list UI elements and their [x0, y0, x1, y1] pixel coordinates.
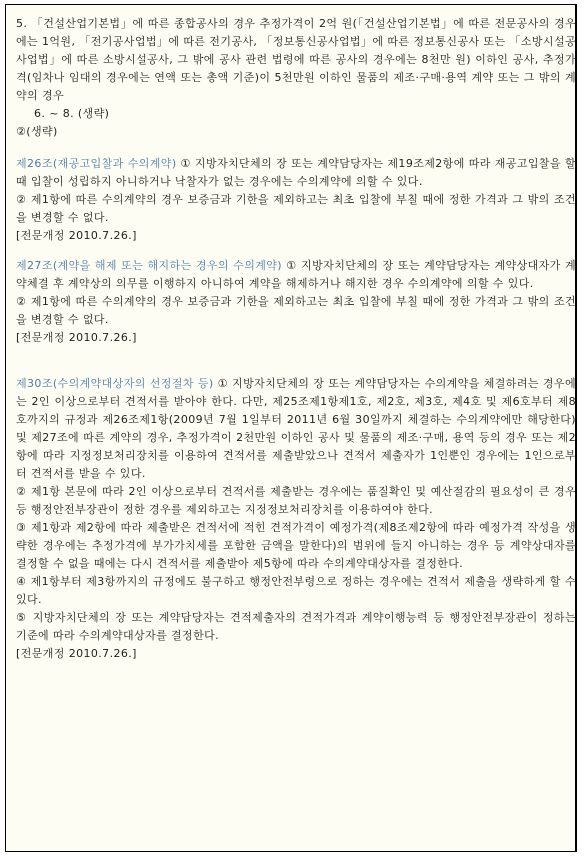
- article-30-p5: ⑤ 지방자치단체의 장 또는 계약담당자는 견적제출자의 견적가격과 계약이행능력 등 행정안전부장관이 정하는 기준에 따라 수의계약대상자를 결정한다.: [16, 611, 576, 642]
- article-30-p3: ③ 제1항과 제2항에 따라 제출받은 견적서에 적힌 견적가격이 예정가격(제8조제2항에 따라 예정가격 작성을 생략한 경우에는 추정가격에 부가가치세를 포함한 금액을 말한다)의 범위에 들지 아니하는 경우 등 계약상대자를 결정할 수 없을 때에는 다시 견적서를 제출받아 제5항에 따라 수의계약대상자를 결정한다.: [16, 521, 576, 570]
- article-26-note: [전문개정 2010.7.26.]: [16, 229, 137, 242]
- article-27-p2: ② 제1항에 따른 수의계약의 경우 보증금과 기한을 제외하고는 최초 입찰에 부칠 때에 정한 가격과 그 밖의 조건을 변경할 수 없다.: [16, 295, 576, 326]
- law-text: [16, 15, 576, 663]
- article-30-title: 제30조(수의계약대상자의 선정절차 등): [16, 377, 214, 390]
- article-30: [16, 375, 576, 483]
- item-6-8: 6. ~ 8. (생략): [34, 107, 110, 120]
- article-27: [16, 257, 576, 293]
- article-27-p1: ① 지방자치단체의 장 또는 계약담당자는 계약상대자가 계약체결 후 계약상의 의무를 이행하지 아니하여 계약을 해제하거나 해지한 경우 수의계약에 의할 수 있다.: [16, 259, 576, 290]
- item-5: 5. 「건설산업기본법」에 따른 종합공사의 경우 추정가격이 2억 원(「건설산업기본법」에 따른 전문공사의 경우에는 1억원, 「전기공사업법」에 따른 전기공사, 「정보통신공사업법」에 따른 정보통신공사 또는 「소방시설공사업법」에 따른 소방시설공사, 그 밖에 공사 관련 법령에 따른 공사의 경우에는 8천만 원) 이하인 공사, 추정가격(임차나 임대의 경우에는 연액 또는 총액 기준)이 5천만원 이하인 물품의 제조·구매·용역 계약 또는 그 밖의 계약의 경우: [16, 17, 576, 102]
- article-30-p1: ① 지방자치단체의 장 또는 계약담당자는 수의계약을 체결하려는 경우에는 2인 이상으로부터 견적서를 받아야 한다. 다만, 제25조제1항제1호, 제2호, 제3호, 제4호 및 제6호부터 제8호까지의 규정과 제26조제1항(2009년 7월 1일부터 2011년 6월 30일까지 체결하는 수의계약에만 해당한다) 및 제27조에 따른 계약의 경우, 추정가격이 2천만원 이하인 공사 및 물품의 제조·구매, 용역 등의 경우 또는 제2항에 따라 지정정보처리장치를 이용하여 견적서를 제출받았으나 견적서 제출자가 1인뿐인 경우에는 1인으로부터 견적서를 받을 수 있다.: [16, 377, 576, 480]
- paragraph-2: ②(생략): [16, 125, 58, 138]
- document-frame: [5, 4, 577, 852]
- article-26-title: 제26조(재공고입찰과 수의계약): [16, 157, 177, 170]
- article-30-p2: ② 제1항 본문에 따라 2인 이상으로부터 견적서를 제출받는 경우에는 품질확인 및 예산절감의 필요성이 큰 경우 등 행정안전부장관이 정한 경우를 제외하고는 지정정보처리장치를 이용하여야 한다.: [16, 485, 576, 516]
- article-30-note: [전문개정 2010.7.26.]: [16, 647, 137, 660]
- article-26: [16, 155, 576, 191]
- article-27-title: 제27조(계약을 해제 또는 해지하는 경우의 수의계약): [16, 259, 282, 272]
- article-26-p1: ① 지방자치단체의 장 또는 계약담당자는 제19조제2항에 따라 재공고입찰을 할 때 입찰이 성립하지 아니하거나 낙찰자가 없는 경우에는 수의계약에 의할 수 있다.: [16, 157, 576, 188]
- article-27-note: [전문개정 2010.7.26.]: [16, 331, 137, 344]
- article-26-p2: ② 제1항에 따른 수의계약의 경우 보증금과 기한을 제외하고는 최초 입찰에 부칠 때에 정한 가격과 그 밖의 조건을 변경할 수 없다.: [16, 193, 576, 224]
- article-30-p4: ④ 제1항부터 제3항까지의 규정에도 불구하고 행정안전부령으로 정하는 경우에는 견적서 제출을 생략하게 할 수 있다.: [16, 575, 576, 606]
